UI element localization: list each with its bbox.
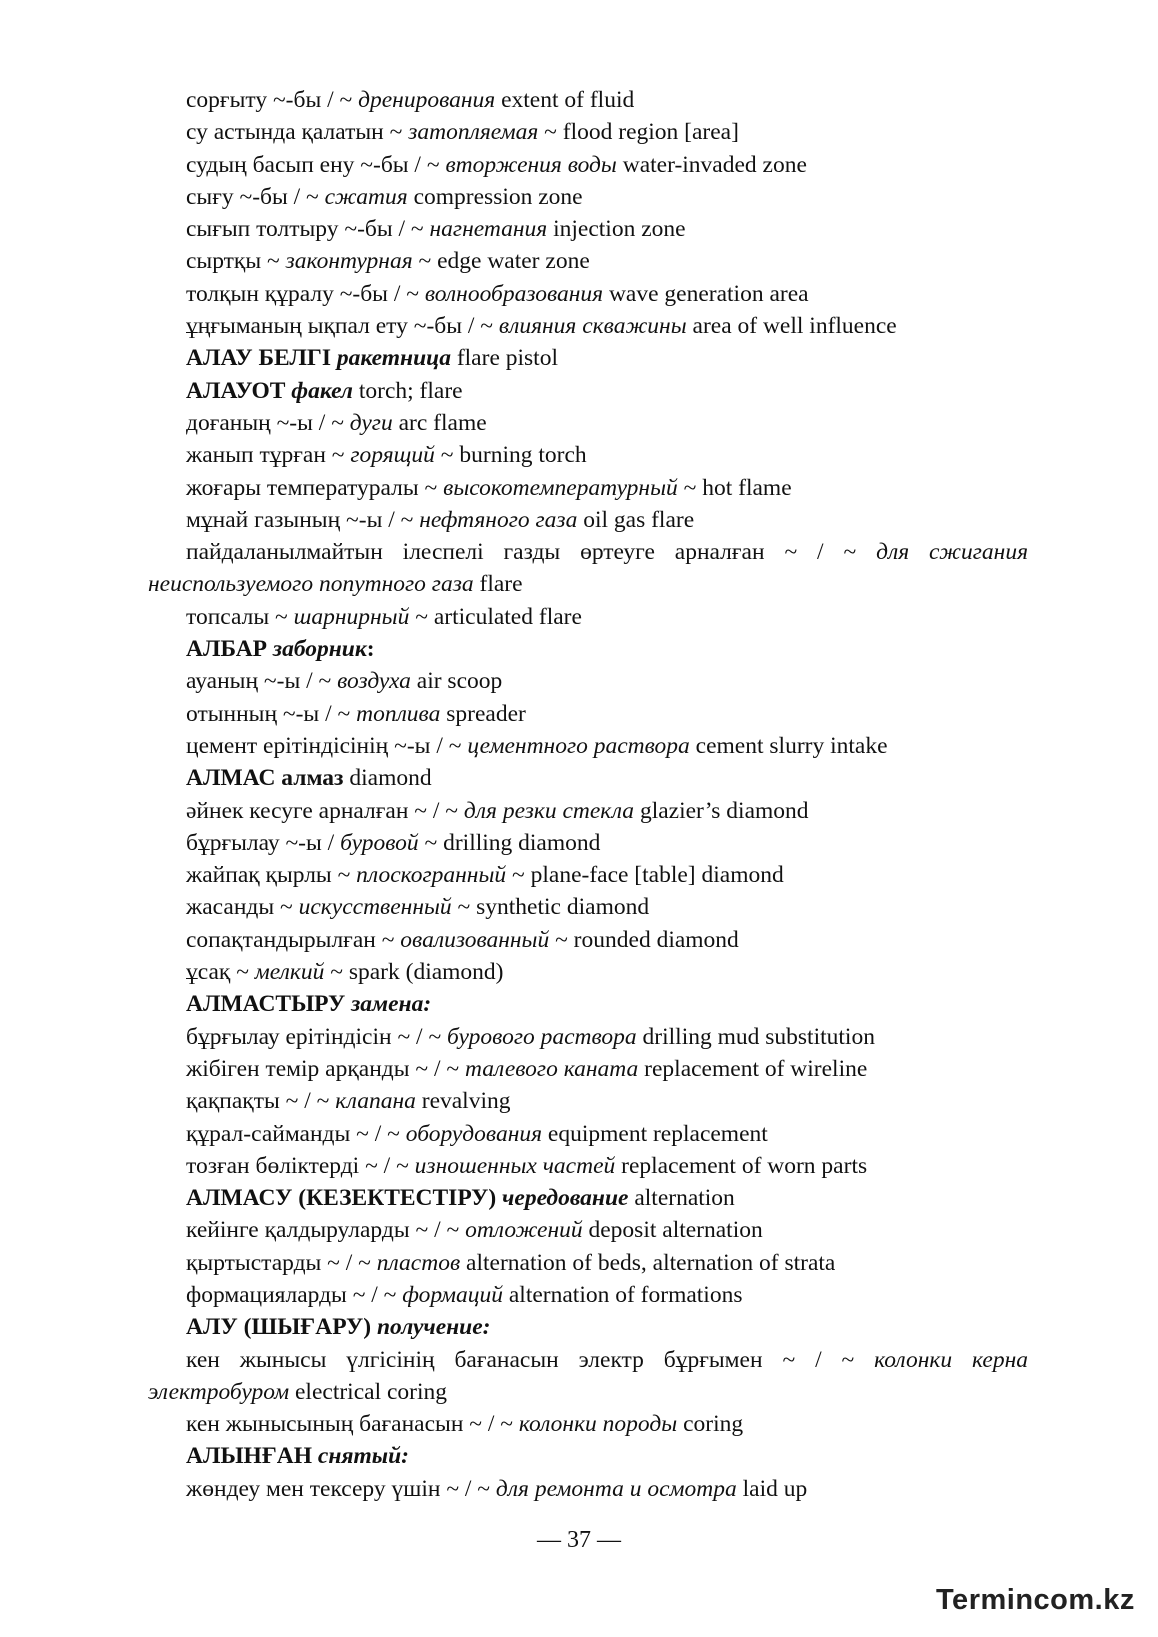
headword-entry (148, 633, 1028, 665)
english-term: ~ rounded diamond (555, 926, 739, 953)
kazakh-term: жоғары температуралы ~ (186, 474, 438, 501)
kazakh-term: әйнек кесуге арналған ~ / ~ (186, 797, 459, 824)
subentry (148, 1021, 1028, 1053)
english-term: torch; flare (358, 377, 463, 404)
kazakh-term: отынның ~-ы / ~ (186, 700, 351, 727)
kazakh-term: су астында қалатын ~ (186, 119, 403, 146)
russian-term: для ремонта и осмотра (495, 1475, 737, 1502)
english-term: alternation of beds, alternation of strata (466, 1249, 836, 1276)
english-term: replacement of wireline (644, 1055, 868, 1082)
subentry (148, 278, 1028, 310)
english-term: alternation of formations (508, 1281, 743, 1308)
russian-term: горящий (350, 442, 435, 469)
kazakh-term: АЛМАСТЫРУ (186, 991, 346, 1018)
kazakh-term: АЛМАС алмаз (186, 765, 344, 792)
subentry (148, 891, 1028, 923)
russian-term: буровой (340, 829, 419, 856)
russian-term: вторжения воды (445, 151, 617, 178)
kazakh-term: тозған бөліктерді ~ / ~ (186, 1152, 409, 1179)
english-term: spreader (446, 700, 526, 727)
subentry (148, 1085, 1028, 1117)
russian-term: оборудования (405, 1120, 543, 1147)
english-term: ~ spark (diamond) (330, 959, 504, 986)
kazakh-term: жанып тұрған ~ (186, 442, 345, 469)
kazakh-term: қақпақты ~ / ~ (186, 1088, 330, 1115)
english-term: ~ hot flame (683, 474, 792, 501)
english-term: flare (479, 571, 523, 598)
english-term: revalving (421, 1088, 511, 1115)
russian-term: топлива (356, 700, 441, 727)
russian-term: заборник (272, 636, 367, 663)
russian-term: дренирования (358, 87, 496, 113)
russian-term: получение: (376, 1314, 491, 1341)
subentry (148, 698, 1028, 730)
kazakh-term: АЛАУ БЕЛГІ (186, 345, 332, 372)
russian-term: колонки породы (518, 1411, 678, 1438)
english-term: ~ articulated flare (415, 603, 582, 630)
russian-term: бурового раствора (447, 1023, 637, 1050)
subentry (148, 310, 1028, 342)
subentry (148, 1247, 1028, 1279)
headword-entry (148, 762, 1028, 794)
english-term: area of well influence (692, 313, 897, 340)
kazakh-term: доғаның ~-ы / ~ (186, 409, 344, 436)
english-term: glazier’s diamond (639, 797, 809, 824)
russian-term: шарнирный (293, 603, 410, 630)
russian-term: овализованный (400, 926, 550, 953)
kazakh-term: сыртқы ~ (186, 248, 280, 275)
russian-term: замена: (351, 991, 432, 1018)
russian-term: цементного раствора (467, 732, 690, 759)
russian-term: воздуха (337, 668, 411, 695)
headword-entry (148, 988, 1028, 1020)
subentry (148, 149, 1028, 181)
headword-entry (148, 1440, 1028, 1472)
kazakh-term: пайдаланылмайтын ілеспелі газды өртеуге арналған ~ / ~ (186, 539, 857, 566)
russian-term: ракетница (336, 345, 451, 372)
subentry (148, 245, 1028, 277)
subentry (148, 1053, 1028, 1085)
english-term: : (366, 636, 375, 663)
kazakh-term: АЛБАР (186, 636, 268, 663)
kazakh-term: ұңғыманың ықпал ету ~-бы / ~ (186, 313, 494, 340)
english-term: laid up (742, 1475, 808, 1502)
kazakh-term: жібіген темір арқанды ~ / ~ (186, 1055, 460, 1082)
kazakh-term: кен жынысының бағанасын ~ / ~ (186, 1411, 513, 1438)
subentry (148, 407, 1028, 439)
russian-term: изношенных частей (414, 1152, 616, 1179)
kazakh-term: топсалы ~ (186, 603, 288, 630)
english-term: air scoop (416, 668, 503, 695)
subentry (148, 504, 1028, 536)
kazakh-term: ұсақ ~ (186, 959, 249, 986)
english-term: flare pistol (456, 345, 558, 372)
subentry (148, 472, 1028, 504)
subentry (148, 665, 1028, 697)
kazakh-term: құрал-сайманды ~ / ~ (186, 1120, 400, 1147)
russian-term: отложений (465, 1217, 583, 1244)
subentry (148, 213, 1028, 245)
english-term: ~ drilling diamond (424, 829, 601, 856)
headword-entry (148, 1311, 1028, 1343)
headword-entry (148, 342, 1028, 374)
subentry (148, 536, 1028, 601)
kazakh-term: толқын құралу ~-бы / ~ (186, 280, 419, 307)
subentry (148, 1279, 1028, 1311)
english-term: water-invaded zone (622, 151, 807, 178)
russian-term: дуги (349, 409, 393, 436)
english-term: wave generation area (608, 280, 809, 307)
english-term: deposit alternation (588, 1217, 763, 1244)
english-term: compression zone (413, 183, 583, 210)
kazakh-term: сығу ~-бы / ~ (186, 183, 319, 210)
subentry (148, 1408, 1028, 1440)
kazakh-term: сығып толтыру ~-бы / ~ (186, 216, 424, 243)
english-term: drilling mud substitution (642, 1023, 875, 1050)
english-term: ~ synthetic diamond (457, 894, 650, 921)
english-term: arc flame (398, 409, 487, 436)
english-term: extent of fluid (501, 87, 635, 113)
kazakh-term: бұрғылау ерітіндісін ~ / ~ (186, 1023, 442, 1050)
page-number: — 37 — (537, 1527, 621, 1553)
kazakh-term: жайпақ қырлы ~ (186, 862, 351, 889)
russian-term: снятый: (317, 1443, 409, 1470)
english-term: electrical coring (295, 1378, 448, 1405)
russian-term: высокотемпературный (443, 474, 678, 501)
subentry (148, 1344, 1028, 1409)
subentry (148, 859, 1028, 891)
russian-term: для резки стекла (463, 797, 635, 824)
russian-term: пластов (376, 1249, 461, 1276)
entry-list (148, 84, 1028, 1505)
russian-term: законтурная (285, 248, 413, 275)
russian-term: влияния скважины (498, 313, 687, 340)
subentry (148, 601, 1028, 633)
subentry (148, 827, 1028, 859)
russian-term: затопляемая (408, 119, 539, 146)
subentry (148, 956, 1028, 988)
kazakh-term: кейінге қалдыруларды ~ / ~ (186, 1217, 460, 1244)
subentry (148, 116, 1028, 148)
subentry (148, 1150, 1028, 1182)
kazakh-term: кен жынысы үлгісінің бағанасын электр бұрғымен ~ / ~ (186, 1346, 855, 1373)
russian-term: искусственный (298, 894, 452, 921)
kazakh-term: АЛЫНҒАН (186, 1443, 313, 1470)
kazakh-term: АЛУ (ШЫҒАРУ) (186, 1314, 372, 1341)
russian-term: клапана (335, 1088, 416, 1115)
site-logo[interactable] (936, 1580, 1146, 1624)
english-term: cement slurry intake (695, 732, 888, 759)
english-term: equipment replacement (547, 1120, 768, 1147)
english-term: ~ burning torch (440, 442, 587, 469)
english-term: coring (683, 1411, 744, 1438)
russian-term: талевого каната (465, 1055, 639, 1082)
headword-entry (148, 375, 1028, 407)
subentry (148, 1214, 1028, 1246)
logo-text: Termincom.kz (936, 1584, 1135, 1616)
subentry (148, 1473, 1028, 1505)
kazakh-term: формацияларды ~ / ~ (186, 1281, 397, 1308)
english-term: injection zone (553, 216, 686, 243)
english-term: alternation (634, 1185, 735, 1212)
kazakh-term: АЛМАСУ (КЕЗЕКТЕСТІРУ) (186, 1185, 497, 1212)
kazakh-term: мұнай газының ~-ы / ~ (186, 506, 414, 533)
subentry (148, 924, 1028, 956)
russian-term: для сжигания неиспользуемого попутного газа (148, 539, 1029, 598)
english-term: replacement of worn parts (621, 1152, 868, 1179)
kazakh-term: цемент ерітіндісінің ~-ы / ~ (186, 732, 462, 759)
kazakh-term: судың басып ену ~-бы / ~ (186, 151, 440, 178)
kazakh-term: бұрғылау ~-ы / (186, 829, 335, 856)
kazakh-term: ауаның ~-ы / ~ (186, 668, 332, 695)
kazakh-term: сорғыту ~-бы / ~ (186, 87, 353, 113)
kazakh-term: жөндеу мен тексеру үшін ~ / ~ (186, 1475, 491, 1502)
kazakh-term: қыртыстарды ~ / ~ (186, 1249, 371, 1276)
russian-term: формаций (402, 1281, 503, 1308)
english-term: oil gas flare (583, 506, 695, 533)
russian-term: сжатия (324, 183, 408, 210)
kazakh-term: АЛАУОТ (186, 377, 286, 404)
subentry (148, 439, 1028, 471)
english-term: ~ plane-face [table] diamond (512, 862, 784, 889)
kazakh-term: сопақтандырылған ~ (186, 926, 395, 953)
english-term: ~ flood region [area] (544, 119, 739, 146)
russian-term: нагнетания (429, 216, 548, 243)
russian-term: волнообразования (424, 280, 604, 307)
english-term: diamond (349, 765, 432, 792)
russian-term: чередование (502, 1185, 629, 1212)
russian-term: мелкий (254, 959, 325, 986)
subentry (148, 181, 1028, 213)
subentry (148, 730, 1028, 762)
kazakh-term: жасанды ~ (186, 894, 293, 921)
russian-term: плоскогранный (356, 862, 507, 889)
subentry (148, 84, 1028, 116)
subentry (148, 795, 1028, 827)
russian-term: нефтяного газа (419, 506, 578, 533)
headword-entry (148, 1182, 1028, 1214)
subentry (148, 1118, 1028, 1150)
english-term: ~ edge water zone (418, 248, 590, 275)
russian-term: колонки керна электробуром (148, 1346, 1029, 1405)
russian-term: факел (291, 377, 353, 404)
